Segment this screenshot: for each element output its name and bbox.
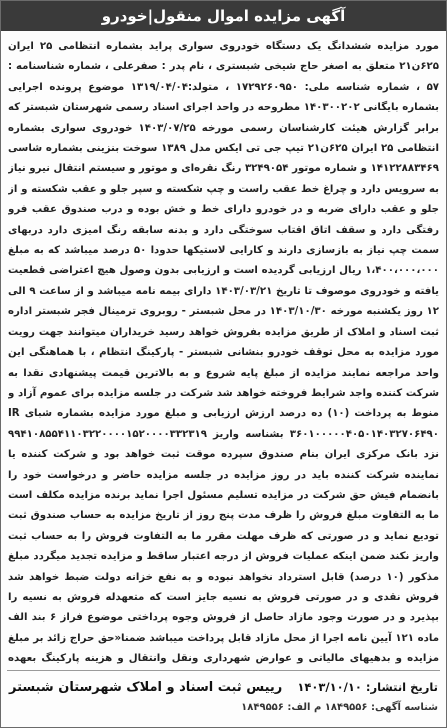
notice-footer [9,675,438,699]
notice-title: آگهی مزایده اموال منقول|خودرو [101,7,346,25]
notice-body: مورد مزایده ششدانگ یک دستگاه خودروی سواری پراید بشماره انتظامی ۲۵ ایران ۶۲۵ن۲۱ متعلق به اصغر حاج شیخی شبستری ، نام پدر : صفرعلی ، شماره شناسنامه : ۵۷ ، شماره شناسه ملی: ۱۷۲۹۲۶۰۹۵۰ ، متولد:۱۳۱۹/۰۴/۰۴ موضوع پرونده اجرایی بشماره بایگانی ۱۴۰۳۰۰۲۰۲ مطروحه در واحد اجرای اسناد رسمی شهرستان شبستر که برابر گزارش هیئت کارشناسان رسمی مورخه ۱۴۰۳/۰۷/۲۵ خودروی سواری بشماره انتظامی ۲۵ ایران ۶۲۵ن۲۱ تیپ جی تی ایکس مدل ۱۳۸۹ سوخت بنزینی بشماره شاسی ۱۴۱۲۲۸۸۳۴۶۹ و شماره موتور ۳۲۴۹۰۵۴ رنگ نقره‌ای و موتور و سیستم انتقال نیرو نیاز به سرویس دارد و چراغ خط عقب راست و چپ شکسته و سپر جلو و عقب شکسته و از جلو و عقب دارای ضربه و در خودرو دارای خط و خش بوده و درب صندوق عقب فرو رفتگی دارد و سقف اتاق اقتاب سوختگی دارد و بدنه سابقه رنگ امیزی دارد دربهای سمت چپ نیاز به بازسازی دارند و کارایی لاستیکها حدودا ۵۰ درصد میباشد که به مبلغ ۱،۴۰۰،۰۰۰،۰۰۰ ریال ارزیابی گردیده است و ارزیابی بدون وصول هیچ اعتراضی قطعیت یافته و خودروی موصوف تا تاریخ ۱۴۰۳/۰۳/۲۱ دارای بیمه نامه میباشد و از ساعت ۹ الی ۱۲ روز یکشنبه مورخه ۱۴۰۳/۱۰/۳۰ در محل شبستر - روبروی ترمینال فجر شبستر اداره ثبت اسناد و املاک از طریق مزایده بفروش خواهد رسید خریداران میتوانند جهت رویت مورد مزایده به محل توقف خودرو بنشانی شبستر - پارکینگ انتظام ، با هماهنگی این واحد مراجعه نمایند مزایده از مبلغ پایه شروع و به بالاترین قیمت پیشنهادی نقدا به شرکت کننده واجد شرایط فروخته خواهد شد شرکت در جلسه مزایده برای عموم آزاد و منوط به پرداخت (۱۰) ده درصد ارزش ارزیابی و مبلغ مورد مزایده بشماره شبای IR ۳۶۰۱۰۰۰۰۰۴۰۵۰۱۴۰۳۲۷۰۶۴۹۰ بشناسه واریز ۹۹۴۱۰۸۵۵۴۱۱۰۳۲۲۰۰۰۰۱۵۲۰۰۰۰۳۳۲۳۱۹ نزد بانک مرکزی ایران بنام صندوق سپرده موقت ثبت خواهد بود و شرکت کننده یا نماینده شرکت کننده باید در روز مزایده در جلسه مزایده حاضر و درخواست خود را بانضمام فیش حق شرکت در مزایده تسلیم مسئول اجرا نماید برنده مزایده مکلف است ما به التفاوت مبلغ فروش را ظرف مدت پنج روز از تاریخ مزایده به حساب صندوق ثبت تودیع نماید و در صورتی که ظرف مهلت مقرر ما به التفاوت فروش را به حساب ثبت واریز نکند ضمن اینکه عملیات فروش از درجه اعتبار ساقط و مزایده تجدید میگردد مبلغ مذکور (۱۰ درصد) قابل استرداد نخواهد نبوده و به نفع خزانه دولت ضبط خواهد شد فروش نقدی و در صورتی فروش به نسیه جایز است که متعهدله فروش به نسیه را بپذیرد و در صورت وجود مازاد حاصل از فروش وجوه پرداختی موضوع فراز ۶ بند الف ماده ۱۲۱ آیین نامه اجرا از محل مازاد قابل پرداخت میباشد ضمنا«حق حراج زائد بر مبلغ مزایده و بدهیهای مالیاتی و عوارض شهرداری ونقل وانتقال و هزینه پارکینگ بعهده [8,41,439,665]
notice-title-bar [1,1,446,31]
publish-date: تاریخ انتشار: ۱۴۰۳/۱۰/۱۰ [297,680,438,694]
footer-divider [7,670,440,671]
signer-title: رییس ثبت اسناد و املاک شهرستان شبستر [9,679,283,695]
notice-id: شناسه آگهی: ۱۸۴۹۵۵۶ م الف: ۱۸۴۹۵۵۶ [241,702,438,713]
